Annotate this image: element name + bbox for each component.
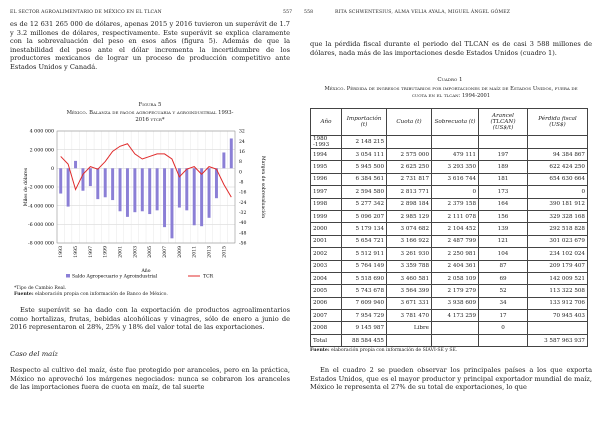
- table-cell: [479, 136, 528, 149]
- section-subhead: Caso del maíz: [10, 350, 58, 358]
- bar-2016: [230, 138, 233, 168]
- legend-entry-bar: Saldo Agropecuario y Agroindustrial: [72, 274, 158, 280]
- figure-caption: México. Balanza de pagos agropecuaria y agroindustrial 1993-2016 ytcr*: [66, 110, 234, 123]
- bar-2008: [170, 168, 173, 238]
- legend-swatch-bar: [66, 274, 70, 278]
- table-row: [311, 161, 588, 173]
- table-source: [310, 348, 457, 353]
- bar-2010: [185, 168, 188, 210]
- bar-2013: [208, 168, 211, 217]
- y-tick-label-right: -16: [239, 190, 247, 196]
- bar-2006: [156, 168, 159, 210]
- table-cell: 142 009 521: [528, 272, 588, 284]
- right-page: [300, 0, 600, 431]
- table-cell: 181: [479, 173, 528, 185]
- y-tick-label-right: 0: [239, 170, 242, 176]
- table-cell: 234 102 024: [528, 248, 588, 260]
- table-source-text: elaboración propia con información de SIAVI-SE y SE.: [331, 348, 458, 353]
- table-label: Cuadro 1: [437, 77, 463, 83]
- table-cell: 164: [479, 198, 528, 210]
- x-tick-label: 2005: [148, 246, 154, 258]
- table-cell: 5 743 678: [342, 285, 387, 297]
- table-cell: 52: [479, 285, 528, 297]
- table-cell: 5 518 690: [342, 272, 387, 284]
- table-row: [311, 248, 588, 260]
- y-tick-label-right: 24: [239, 139, 245, 145]
- table-row: [311, 322, 588, 334]
- table-cell: 2 898 184: [387, 198, 432, 210]
- table-cell: 3 054 111: [342, 149, 387, 161]
- bar-2003: [133, 168, 136, 212]
- table-row: [311, 210, 588, 222]
- chart-x-ticks: [58, 246, 227, 258]
- table-row: [311, 173, 588, 185]
- table-cell: 197: [479, 149, 528, 161]
- table-cell: 622 424 250: [528, 161, 588, 173]
- y-tick-label-right: -8: [239, 180, 244, 186]
- table-header-row: [311, 109, 588, 136]
- bar-2012: [200, 168, 203, 226]
- running-head-title: EL SECTOR AGROALIMENTARIO DE MÉXICO EN EL TLCAN: [10, 10, 162, 15]
- table-cell: 87: [479, 260, 528, 272]
- table-row: [311, 285, 588, 297]
- table-cell: 2006: [311, 297, 342, 309]
- table-cell: 5 096 207: [342, 210, 387, 222]
- x-axis-label: Año: [141, 269, 151, 274]
- table-cell: 2004: [311, 272, 342, 284]
- bar-2011: [193, 168, 196, 225]
- table-cell: 1994: [311, 149, 342, 161]
- balance-chart: [0, 125, 300, 285]
- table-cell: 654 630 664: [528, 173, 588, 185]
- table-cell: 3 564 399: [387, 285, 432, 297]
- table-cell: 189: [479, 161, 528, 173]
- table-cell: 94 384 867: [528, 149, 588, 161]
- table-cell: 3 587 963 937: [528, 334, 588, 346]
- table-cell: Libre: [387, 322, 432, 334]
- table-cell: 2003: [311, 260, 342, 272]
- bar-1996: [81, 168, 84, 190]
- table-cell: 88 584 455: [342, 334, 387, 346]
- page-number-right: 558: [304, 10, 314, 15]
- x-tick-label: 1993: [59, 246, 65, 258]
- table-cell: 2 111 078: [432, 210, 479, 222]
- x-tick-label: 2015: [222, 246, 228, 258]
- table-cell: [387, 136, 432, 149]
- table-cell: 3 261 930: [387, 248, 432, 260]
- table-cell: 34: [479, 297, 528, 309]
- x-tick-label: 2001: [118, 246, 124, 258]
- table-cell: 1995: [311, 161, 342, 173]
- table-row: [311, 198, 588, 210]
- table-cell: 5 179 134: [342, 223, 387, 235]
- y-tick-label: 4 000 000: [29, 129, 54, 135]
- y-tick-label: -2 000 000: [27, 185, 54, 191]
- col-header-year: Año: [311, 109, 342, 136]
- table-cell: 2001: [311, 235, 342, 247]
- bar-2004: [141, 168, 144, 211]
- table-cell: 1980 -1993: [311, 136, 342, 149]
- table-cell: 0: [528, 186, 588, 198]
- table-cell: 6 384 561: [342, 173, 387, 185]
- table-cell: 2 813 771: [387, 186, 432, 198]
- col-header-fiscal-loss: Pérdida fiscal (US$): [528, 109, 588, 136]
- intro-paragraph: es de 12 631 265 000 de dólares, apenas 2015 y 2016 tuvieron un superávit de 1.7 y 3.2 millones de dólares, respectivamente. Este superávit se explica claramente con la sobrevaluación del peso en esos años (figura 5). Además de que la inestabilidad del peso ante el dólar incrementa la incertidumbre de los productores mexicanos de lograr un proceso de producción competitivo ante Estados Unidos y Canadá.: [10, 20, 290, 71]
- y-tick-label: 0: [50, 166, 54, 172]
- bar-2002: [126, 168, 129, 217]
- bar-1998: [96, 168, 99, 199]
- table-cell: 5 764 149: [342, 260, 387, 272]
- table-cell: 2 731 817: [387, 173, 432, 185]
- table-cell: 3 460 581: [387, 272, 432, 284]
- chart-y-ticks-right: [239, 129, 246, 247]
- table-row: [311, 149, 588, 161]
- chart-legend: [66, 274, 214, 280]
- table-cell: 17: [479, 310, 528, 322]
- table-cell: [432, 334, 479, 346]
- table-cell: 3 616 744: [432, 173, 479, 185]
- table-cell: 2 575 000: [387, 149, 432, 161]
- table-row: [311, 260, 588, 272]
- figure-source-label: Fuente:: [14, 292, 34, 297]
- table-cell: [479, 334, 528, 346]
- table-cell: 70 945 403: [528, 310, 588, 322]
- y-tick-label-right: 32: [239, 129, 245, 135]
- table-cell: 104: [479, 248, 528, 260]
- y-tick-label-right: 8: [239, 160, 242, 166]
- table-cell: 2 594 580: [342, 186, 387, 198]
- bar-1993: [59, 168, 62, 193]
- table-row: [311, 136, 588, 149]
- table-cell: 0: [479, 322, 528, 334]
- table-cell: 113 322 508: [528, 285, 588, 297]
- table-cell: 5 654 721: [342, 235, 387, 247]
- table-cell: 2008: [311, 322, 342, 334]
- maiz-paragraph: Respecto al cultivo del maíz, éste fue protegido por aranceles, pero en la práctica, México no aprovechó los márgenes negociados: nunca se cobraron los aranceles de las importaciones fuera de cuota en maíz, de tal suerte: [10, 366, 290, 392]
- table-cell: 301 023 679: [528, 235, 588, 247]
- body-paragraph: Este superávit se ha dado con la exportación de productos agroalimentarios como hortalizas, frutas, bebidas alcohólicas y vinagres, sólo de enero a junio de 2016 representaron el 28%, 25% y 18% del valor total de las exportaciones.: [10, 306, 290, 332]
- import-loss-table: [310, 108, 588, 347]
- x-tick-label: 1995: [74, 246, 80, 258]
- y-tick-label: -6 000 000: [27, 222, 54, 228]
- bar-2007: [163, 168, 166, 227]
- table-row: [311, 310, 588, 322]
- table-cell: [528, 136, 588, 149]
- bar-1999: [104, 168, 107, 197]
- table-cell: 3 074 682: [387, 223, 432, 235]
- table-row: [311, 186, 588, 198]
- table-body: [311, 136, 588, 347]
- table-cell: 3 938 609: [432, 297, 479, 309]
- table-cell: 2 250 981: [432, 248, 479, 260]
- table-cell: [432, 136, 479, 149]
- table-cell: 2 179 279: [432, 285, 479, 297]
- table-cell: 390 181 912: [528, 198, 588, 210]
- table-cell: 479 111: [432, 149, 479, 161]
- table-source-label: Fuente:: [310, 348, 330, 353]
- col-header-tariff: Arancel (TLCAN) (US$/t): [479, 109, 528, 136]
- table-cell: 1996: [311, 173, 342, 185]
- table-cell: 5 512 911: [342, 248, 387, 260]
- table-cell: 2 404 361: [432, 260, 479, 272]
- table-row: [311, 334, 588, 346]
- table-row: [311, 297, 588, 309]
- y-tick-label: 2 000 000: [29, 148, 54, 154]
- table-caption: México. Pérdida de ingresos tributarios por importaciones de maíz de Estados Unidos, fuera de cuota en el tlcan: 1994-2001: [324, 86, 578, 99]
- table-cell: 2000: [311, 223, 342, 235]
- table-cell: 0: [432, 186, 479, 198]
- y-tick-label-right: -32: [239, 211, 247, 217]
- figure-source: [14, 292, 168, 297]
- table-row: [311, 235, 588, 247]
- table-cell: 2007: [311, 310, 342, 322]
- table-cell: 7 609 940: [342, 297, 387, 309]
- x-tick-label: 1997: [88, 246, 94, 258]
- table-cell: 3 293 350: [432, 161, 479, 173]
- table-cell: 209 179 407: [528, 260, 588, 272]
- bar-2000: [111, 168, 114, 200]
- table-cell: Total: [311, 334, 342, 346]
- table-cell: 1999: [311, 210, 342, 222]
- figure-source-text: elaboración propia con información de Banco de México.: [35, 292, 168, 297]
- bar-1997: [89, 168, 92, 186]
- col-header-import: Importación (t): [342, 109, 387, 136]
- y-tick-label: -4 000 000: [27, 204, 54, 210]
- y-tick-label-right: -48: [239, 231, 247, 237]
- running-head-authors: RITA SCHWENTESIUS, ALMA VELIA AYALA, MIGUEL ÁNGEL GÓMEZ: [335, 10, 511, 15]
- table-cell: 2 625 250: [387, 161, 432, 173]
- col-header-overquota: Sobrecuota (t): [432, 109, 479, 136]
- table-cell: 2 985 129: [387, 210, 432, 222]
- y-tick-label: -8 000 000: [27, 241, 54, 247]
- chart-y-ticks: [28, 129, 54, 247]
- table-cell: 4 173 259: [432, 310, 479, 322]
- right-body-paragraph: En el cuadro 2 se pueden observar los principales países a los que exporta Estados Unidos, que es el mayor productor y principal exportador mundial de maíz, México le representa el 27% de su total de exportaciones, lo que: [310, 366, 592, 392]
- x-tick-label: 2013: [207, 246, 213, 258]
- table-cell: 5 277 342: [342, 198, 387, 210]
- x-tick-label: 2007: [163, 246, 169, 258]
- table-cell: 329 328 168: [528, 210, 588, 222]
- table-cell: 156: [479, 210, 528, 222]
- table-cell: 3 359 788: [387, 260, 432, 272]
- table-cell: 121: [479, 235, 528, 247]
- table-cell: 2 487 799: [432, 235, 479, 247]
- table-cell: 2 058 109: [432, 272, 479, 284]
- bar-2001: [119, 168, 122, 211]
- table-cell: 173: [479, 186, 528, 198]
- y-axis-label: Miles de dólares: [24, 167, 29, 207]
- table-cell: [387, 334, 432, 346]
- table-cell: 3 781 470: [387, 310, 432, 322]
- table-cell: 3 166 922: [387, 235, 432, 247]
- x-tick-label: 1999: [103, 246, 109, 258]
- table-cell: 133 912 706: [528, 297, 588, 309]
- y-tick-label-right: 16: [239, 149, 245, 155]
- right-intro-paragraph: que la pérdida fiscal durante el periodo del TLCAN es de casi 3 588 millones de dólares, nada más de las importaciones desde Estados Unidos (cuadro 1).: [310, 40, 592, 57]
- bar-2015: [222, 152, 225, 168]
- table-cell: 1997: [311, 186, 342, 198]
- table-cell: 5 945 500: [342, 161, 387, 173]
- table-cell: 292 518 828: [528, 223, 588, 235]
- table-row: [311, 223, 588, 235]
- table-cell: 69: [479, 272, 528, 284]
- table-cell: 2 379 158: [432, 198, 479, 210]
- table-cell: 2005: [311, 285, 342, 297]
- table-cell: [528, 322, 588, 334]
- figure-note: *Tipo de Cambio Real.: [14, 286, 67, 291]
- y-axis-label-right: Margen de sobrevaluación: [260, 155, 265, 219]
- bar-1995: [74, 161, 77, 168]
- table-cell: 9 145 987: [342, 322, 387, 334]
- table-cell: 2002: [311, 248, 342, 260]
- bar-2014: [215, 168, 218, 198]
- x-tick-label: 2011: [192, 246, 198, 258]
- x-tick-label: 2009: [177, 246, 183, 258]
- y-tick-label-right: -24: [239, 200, 247, 206]
- col-header-quota: Cuota (t): [387, 109, 432, 136]
- legend-entry-line: TCR: [203, 274, 214, 280]
- table-row: [311, 272, 588, 284]
- table-cell: 2 104 452: [432, 223, 479, 235]
- bar-2005: [148, 168, 151, 214]
- table-cell: 1998: [311, 198, 342, 210]
- table-cell: 139: [479, 223, 528, 235]
- bar-1994: [67, 168, 70, 206]
- table-cell: 7 954 729: [342, 310, 387, 322]
- y-tick-label-right: -40: [239, 221, 247, 227]
- table-cell: 2 148 215: [342, 136, 387, 149]
- table-cell: [432, 322, 479, 334]
- figure-label: Figura 5: [138, 102, 162, 108]
- y-tick-label-right: -56: [239, 241, 247, 247]
- page-number: 557: [283, 10, 293, 15]
- x-tick-label: 2003: [133, 246, 139, 258]
- table-cell: 3 671 331: [387, 297, 432, 309]
